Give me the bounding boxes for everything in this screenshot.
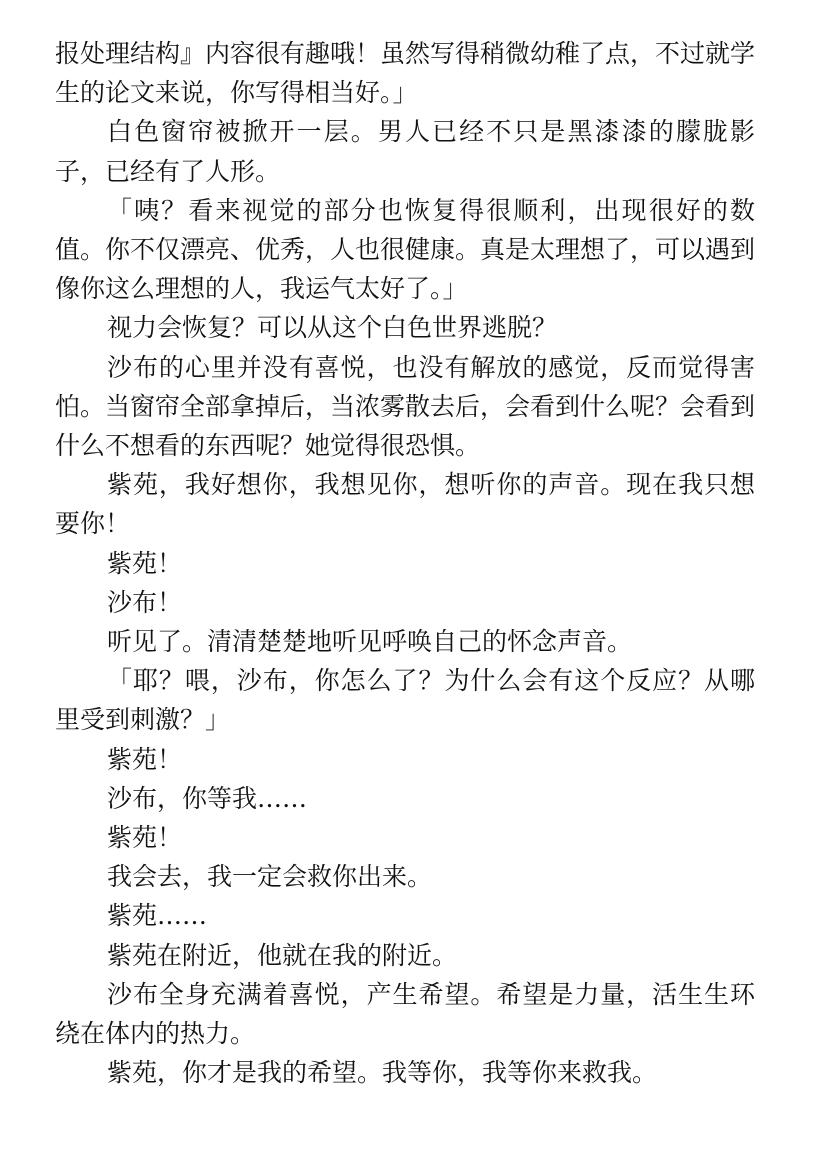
paragraph-6: 紫苑，我好想你，我想见你，想听你的声音。现在我只想要你！ — [55, 470, 755, 539]
paragraph-13: 紫苑！ — [107, 823, 183, 853]
paragraph-15: 紫苑…… — [107, 901, 208, 931]
paragraph-18: 紫苑，你才是我的希望。我等你，我等你来救我。 — [107, 1058, 658, 1088]
paragraph-12: 沙布，你等我…… — [107, 783, 308, 813]
paragraph-5: 沙布的心里并没有喜悦，也没有解放的感觉，反而觉得害怕。当窗帘全部拿掉后，当浓雾散去后，会看到什么呢？会看到什么不想看的东西呢？她觉得很恐惧。 — [55, 352, 756, 461]
paragraph-14: 我会去，我一定会救你出来。 — [107, 862, 433, 892]
paragraph-4: 视力会恢复？可以从这个白色世界逃脱？ — [107, 313, 558, 343]
paragraph-11: 紫苑！ — [107, 744, 183, 774]
paragraph-3: 「咦？看来视觉的部分也恢复得很顺利，出现很好的数值。你不仅漂亮、优秀，人也很健康。真是太理想了，可以遇到像你这么理想的人，我运气太好了。」 — [55, 195, 756, 304]
paragraph-10: 「耶？喂，沙布，你怎么了？为什么会有这个反应？从哪里受到刺激？」 — [55, 666, 755, 735]
document-page — [55, 34, 755, 1092]
paragraph-7: 紫苑！ — [107, 548, 183, 578]
paragraph-17: 沙布全身充满着喜悦，产生希望。希望是力量，活生生环绕在体内的热力。 — [55, 979, 755, 1049]
paragraph-2: 白色窗帘被掀开一层。男人已经不只是黑漆漆的朦胧影子，已经有了人形。 — [55, 117, 755, 186]
paragraph-8: 沙布！ — [107, 587, 183, 617]
paragraph-16: 紫苑在附近，他就在我的附近。 — [107, 940, 458, 970]
paragraph-9: 听见了。清清楚楚地听见呼唤自己的怀念声音。 — [107, 627, 633, 657]
paragraph-1: 报处理结构』内容很有趣哦！虽然写得稍微幼稚了点，不过就学生的论文来说，你写得相当好。」 — [55, 39, 756, 108]
